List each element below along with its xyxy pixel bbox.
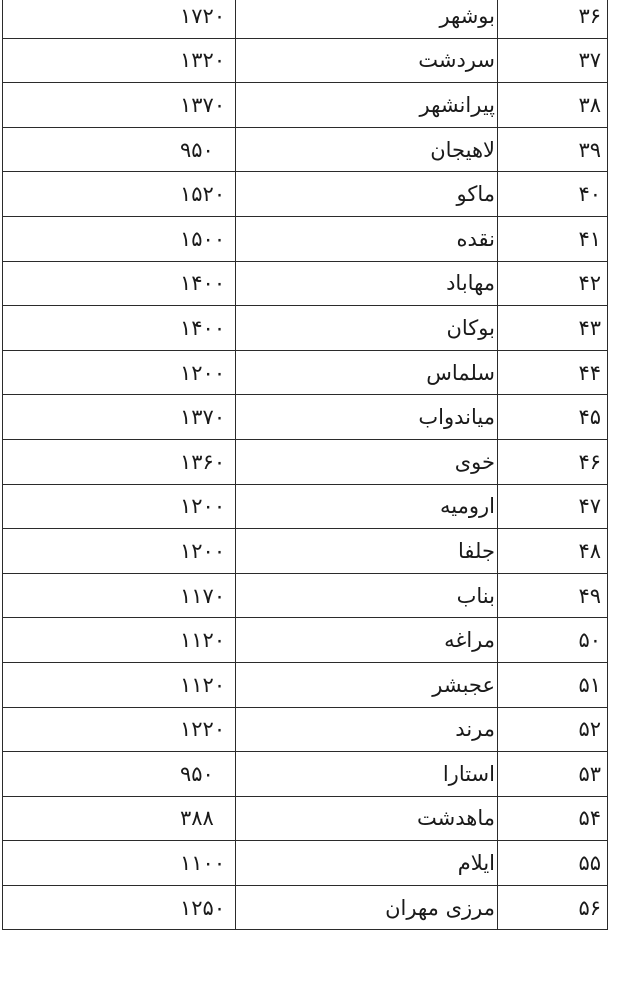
row-index-cell: ۴۰ <box>498 172 608 217</box>
value-cell: ۱۴۰۰ <box>3 306 236 351</box>
city-name-cell: سلماس <box>236 350 498 395</box>
value-cell: ۱۲۵۰ <box>3 885 236 930</box>
value-cell: ۱۵۲۰ <box>3 172 236 217</box>
table-row <box>3 707 608 752</box>
city-table <box>2 0 608 930</box>
city-name-cell: مهاباد <box>236 261 498 306</box>
table-row <box>3 841 608 886</box>
value-cell: ۱۱۷۰ <box>3 573 236 618</box>
value-cell: ۱۴۰۰ <box>3 261 236 306</box>
row-index-cell: ۵۱ <box>498 662 608 707</box>
city-name-cell: میاندواب <box>236 395 498 440</box>
value-cell: ۱۱۲۰ <box>3 662 236 707</box>
value-cell: ۳۸۸ <box>3 796 236 841</box>
value-cell: ۱۷۲۰ <box>3 0 236 38</box>
value-cell: ۱۲۰۰ <box>3 484 236 529</box>
table-row <box>3 573 608 618</box>
city-name-cell: بوشهر <box>236 0 498 38</box>
value-cell: ۱۳۷۰ <box>3 83 236 128</box>
city-name-cell: مرند <box>236 707 498 752</box>
value-cell: ۹۵۰ <box>3 127 236 172</box>
city-name-cell: ماهدشت <box>236 796 498 841</box>
table-row <box>3 796 608 841</box>
table-row <box>3 38 608 83</box>
value-cell: ۹۵۰ <box>3 752 236 797</box>
value-cell: ۱۳۷۰ <box>3 395 236 440</box>
table-row <box>3 484 608 529</box>
row-index-cell: ۳۶ <box>498 0 608 38</box>
city-name-cell: ماکو <box>236 172 498 217</box>
city-name-cell: بوکان <box>236 306 498 351</box>
table-row <box>3 395 608 440</box>
value-cell: ۱۳۶۰ <box>3 439 236 484</box>
row-index-cell: ۴۲ <box>498 261 608 306</box>
row-index-cell: ۴۷ <box>498 484 608 529</box>
value-cell: ۱۱۰۰ <box>3 841 236 886</box>
city-name-cell: ایلام <box>236 841 498 886</box>
row-index-cell: ۵۳ <box>498 752 608 797</box>
row-index-cell: ۳۷ <box>498 38 608 83</box>
table-row <box>3 350 608 395</box>
table-row <box>3 261 608 306</box>
row-index-cell: ۵۰ <box>498 618 608 663</box>
city-name-cell: خوی <box>236 439 498 484</box>
city-table-container <box>2 0 607 930</box>
table-row <box>3 127 608 172</box>
table-row <box>3 618 608 663</box>
table-row <box>3 662 608 707</box>
row-index-cell: ۴۹ <box>498 573 608 618</box>
value-cell: ۱۲۰۰ <box>3 529 236 574</box>
row-index-cell: ۴۸ <box>498 529 608 574</box>
row-index-cell: ۴۶ <box>498 439 608 484</box>
city-name-cell: جلفا <box>236 529 498 574</box>
table-row <box>3 885 608 930</box>
city-name-cell: مرزی مهران <box>236 885 498 930</box>
city-name-cell: لاهیجان <box>236 127 498 172</box>
city-name-cell: مراغه <box>236 618 498 663</box>
value-cell: ۱۱۲۰ <box>3 618 236 663</box>
row-index-cell: ۳۸ <box>498 83 608 128</box>
value-cell: ۱۲۲۰ <box>3 707 236 752</box>
table-row <box>3 216 608 261</box>
row-index-cell: ۴۴ <box>498 350 608 395</box>
row-index-cell: ۵۲ <box>498 707 608 752</box>
city-name-cell: پیرانشهر <box>236 83 498 128</box>
value-cell: ۱۲۰۰ <box>3 350 236 395</box>
city-name-cell: نقده <box>236 216 498 261</box>
city-name-cell: سردشت <box>236 38 498 83</box>
city-name-cell: عجبشر <box>236 662 498 707</box>
row-index-cell: ۴۱ <box>498 216 608 261</box>
city-name-cell: ارومیه <box>236 484 498 529</box>
city-name-cell: بناب <box>236 573 498 618</box>
table-row <box>3 172 608 217</box>
table-row <box>3 752 608 797</box>
row-index-cell: ۴۳ <box>498 306 608 351</box>
row-index-cell: ۴۵ <box>498 395 608 440</box>
row-index-cell: ۵۵ <box>498 841 608 886</box>
row-index-cell: ۳۹ <box>498 127 608 172</box>
value-cell: ۱۵۰۰ <box>3 216 236 261</box>
table-row <box>3 0 608 38</box>
table-row <box>3 83 608 128</box>
table-row <box>3 439 608 484</box>
row-index-cell: ۵۴ <box>498 796 608 841</box>
row-index-cell: ۵۶ <box>498 885 608 930</box>
city-table-body <box>3 0 608 930</box>
value-cell: ۱۳۲۰ <box>3 38 236 83</box>
city-name-cell: استارا <box>236 752 498 797</box>
table-row <box>3 529 608 574</box>
table-row <box>3 306 608 351</box>
